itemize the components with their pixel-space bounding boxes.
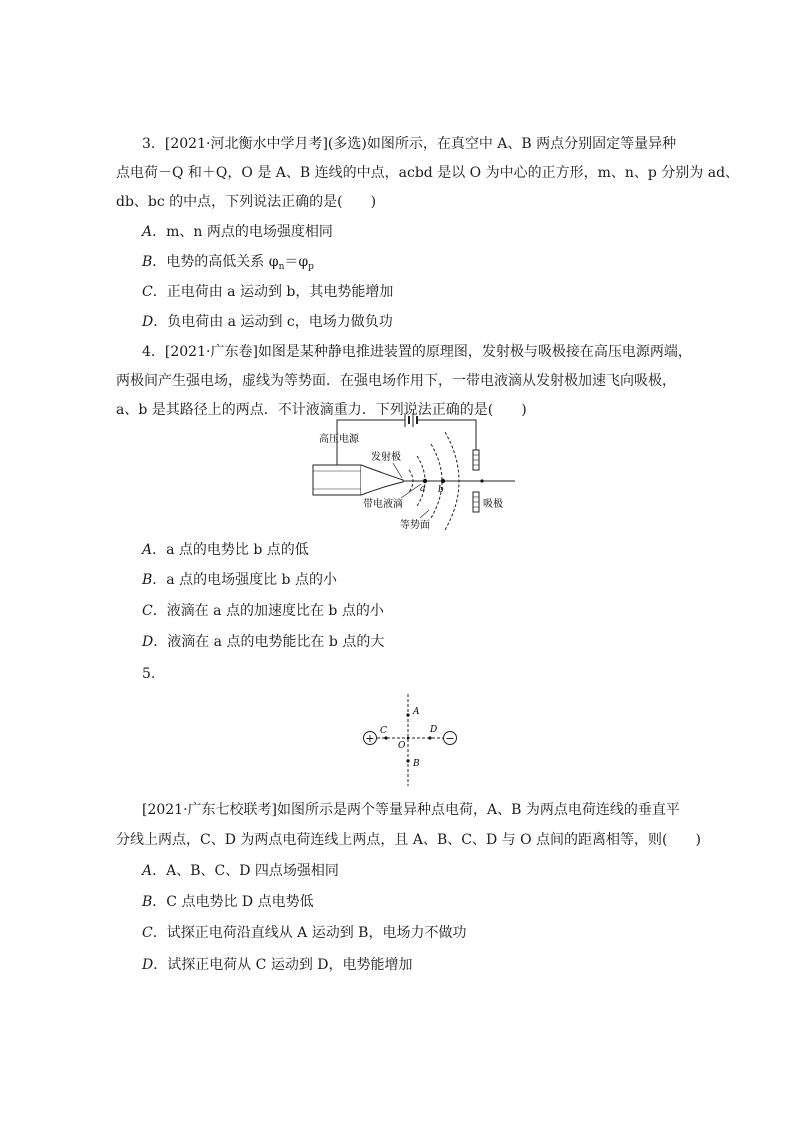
option-letter: A [142, 224, 153, 240]
equipotential-leader [420, 510, 429, 518]
option-text: ．液滴在 a 点的电势能比在 b 点的大 [153, 634, 385, 650]
option-text-mid: ＝φ [284, 254, 309, 270]
option-letter: B [142, 572, 153, 588]
q5-stem-line1: [2021·广东七校联考]如图所示是两个等量异种点电荷，A、B 为两点电荷连线的垂直平 [142, 802, 680, 818]
equipotential-label: 等势面 [400, 520, 430, 531]
droplet-leader [401, 484, 421, 498]
option-text-before: ．电势的高低关系 φ [152, 254, 279, 270]
q5-stem-line2: 分线上两点，C、D 为两点电荷连线上两点，且 A、B、C、D 与 O 点间的距离相等，则( ) [116, 832, 701, 848]
subscript-p: p [308, 262, 314, 272]
option-text: ．a 点的电场强度比 b 点的小 [152, 572, 337, 588]
absorber-label: 吸极 [483, 499, 503, 510]
point-b-label: B [413, 759, 420, 769]
q3-option-d [142, 313, 393, 331]
option-text: ．m、n 两点的电场强度相同 [152, 224, 333, 240]
option-letter: B [142, 254, 153, 270]
emitter-leader [393, 463, 402, 478]
q5-option-c [142, 924, 466, 942]
q3-stem-line3: db、bc 的中点，下列说法正确的是( ) [116, 194, 377, 210]
option-text: ．正电荷由 a 运动到 b，其电势能增加 [152, 284, 394, 300]
q4-option-a [142, 541, 309, 559]
power-supply-label: 高压电源 [319, 434, 359, 445]
battery-icon [399, 413, 417, 427]
option-letter: A [142, 863, 153, 879]
electrostatic-thruster-diagram [305, 410, 515, 535]
point-c-label: C [380, 726, 387, 736]
option-letter: B [142, 894, 153, 910]
option-text: ．试探正电荷沿直线从 A 运动到 B，电场力不做功 [152, 925, 467, 941]
option-text: ．A、B、C、D 四点场强相同 [152, 863, 339, 879]
option-letter: D [142, 634, 154, 650]
q4-stem-line3: a、b 是其路径上的两点．不计液滴重力．下列说法正确的是( ) [116, 402, 527, 418]
q4-option-b [142, 571, 337, 589]
q3-option-a [142, 223, 333, 241]
q3-option-c [142, 283, 393, 301]
subscript-n: n [278, 262, 285, 272]
option-text: ．C 点电势比 D 点电势低 [152, 894, 314, 910]
q4-stem-line2: 两极间产生强电场，虚线为等势面．在强电场作用下，一带电液滴从发射极加速飞向吸极， [116, 373, 676, 389]
option-letter: C [142, 284, 153, 300]
option-text: ．液滴在 a 点的加速度比在 b 点的小 [152, 603, 384, 619]
option-letter: D [142, 957, 154, 973]
emitter-label: 发射极 [371, 452, 401, 463]
option-text: ．a 点的电势比 b 点的低 [152, 542, 309, 558]
point-a-label: A [413, 707, 420, 717]
positive-charge-icon [364, 732, 377, 746]
q5-option-a [142, 862, 339, 880]
point-a-label: a [420, 484, 426, 494]
point-b-label: b [438, 485, 444, 495]
q3-stem-line2: 点电荷－Q 和＋Q，O 是 A、B 连线的中点，acbd 是以 O 为中心的正方形，m、n、p 分别为 ad、 [116, 165, 740, 181]
negative-charge-icon [444, 732, 457, 746]
option-letter: C [142, 925, 153, 941]
minus-sign: − [445, 732, 455, 745]
q4-option-c [142, 602, 384, 620]
option-letter: C [142, 603, 153, 619]
option-letter: A [142, 542, 153, 558]
q5-number: 5. [142, 666, 156, 682]
q4-option-d [142, 633, 384, 651]
q3-option-b [142, 253, 314, 276]
q5-option-d [142, 956, 413, 974]
option-letter: D [142, 314, 154, 330]
q3-stem-line1: 3．[2021·河北衡水中学月考](多选)如图所示，在真空中 A、B 两点分别固定等量异种 [142, 136, 677, 152]
emitter-tube [313, 465, 403, 495]
option-text: ．试探正电荷从 C 运动到 D，电势能增加 [153, 957, 413, 973]
dipole-charges-diagram [358, 690, 462, 790]
option-text: ．负电荷由 a 运动到 c，电场力做负功 [153, 314, 393, 330]
q5-option-b [142, 893, 314, 911]
droplet-label: 带电液滴 [363, 499, 403, 510]
point-d-label: D [430, 725, 438, 735]
q4-stem-line1: 4．[2021·广东卷]如图是某种静电推进装置的原理图，发射极与吸极接在高压电源两端， [142, 344, 692, 360]
point-o-label: O [398, 741, 406, 751]
plus-sign: + [365, 732, 375, 745]
